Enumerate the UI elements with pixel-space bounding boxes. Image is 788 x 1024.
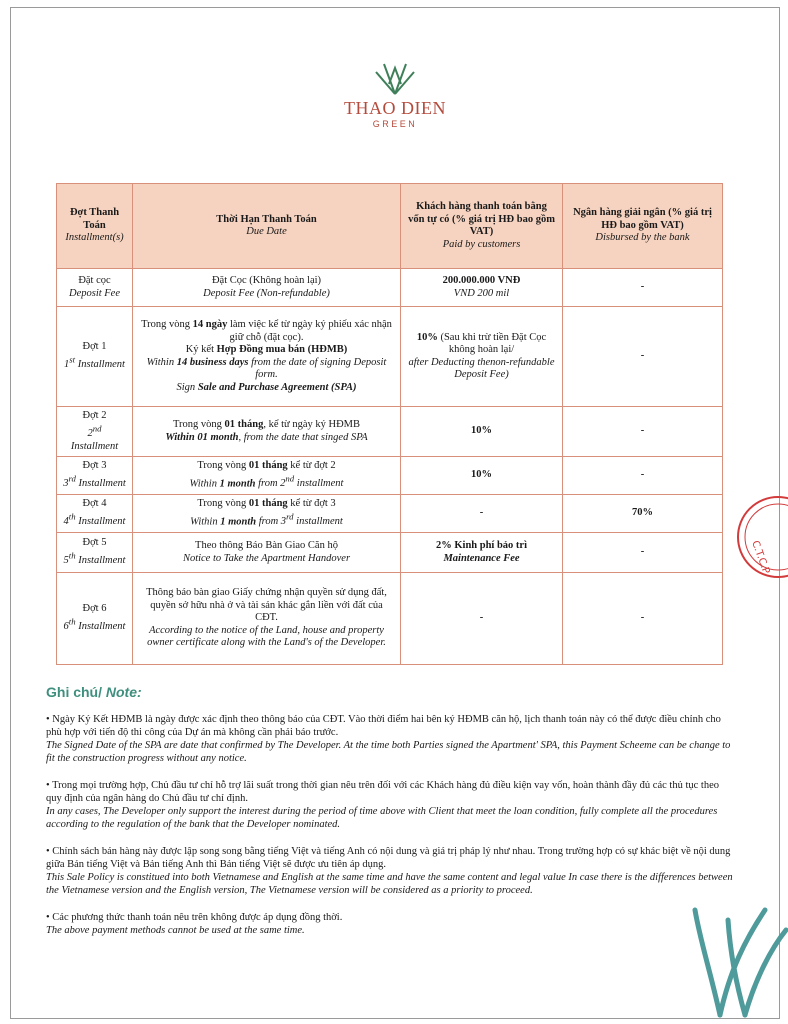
bank-cell: -	[563, 407, 723, 457]
paid-cell: 10%	[401, 407, 563, 457]
paid-cell: -	[401, 495, 563, 533]
installment-cell: Đợt 6 6th Installment	[57, 573, 133, 665]
bank-cell: -	[563, 307, 723, 407]
logo	[330, 58, 460, 129]
due-date-cell: Trong vòng 01 tháng kể từ đợt 2 Within 1 month from 2nd installment	[133, 457, 401, 495]
leaf-decoration-icon	[690, 880, 788, 1020]
header-disbursed-by-bank: Ngân hàng giải ngân (% giá trị HĐ bao gồm VAT) Disbursed by the bank	[563, 184, 723, 269]
bank-cell: -	[563, 533, 723, 573]
table-header-row	[57, 184, 723, 269]
header-paid-by-customers: Khách hàng thanh toán bằng vốn tự có (% giá trị HĐ bao gồm VAT) Paid by customers	[401, 184, 563, 269]
table-row	[57, 495, 723, 533]
table-row	[57, 573, 723, 665]
installment-cell: Đợt 1 1st Installment	[57, 307, 133, 407]
note-item: • Ngày Ký Kết HĐMB là ngày được xác định theo thông báo của CĐT. Vào thời điểm hai bên ký HĐMB căn hộ, lịch thanh toán này có thể được điều chỉnh cho phù hợp với tiến độ thi công của Dự án mà không cần phải báo trước. The Signed Date of the SPA are date that confirmed by The Developer. At the time both Parties signed the Apartment' SPA, this Payment Scheeme can be change to fit the construction progress without any notice.	[46, 714, 731, 764]
bank-cell: -	[563, 269, 723, 307]
note-item: • Các phương thức thanh toán nêu trên không được áp dụng đồng thời. The above payment methods cannot be used at the same time.	[46, 912, 343, 936]
header-installment: Đợt Thanh Toán Installment(s)	[57, 184, 133, 269]
installment-cell: Đợt 5 5th Installment	[57, 533, 133, 573]
due-date-cell: Theo thông Báo Bàn Giao Căn hộ Notice to Take the Apartment Handover	[133, 533, 401, 573]
logo-subtitle: GREEN	[372, 119, 418, 129]
table-row	[57, 307, 723, 407]
installment-cell: Đợt 4 4th Installment	[57, 495, 133, 533]
note-item: • Chính sách bán hàng này được lập song song bằng tiếng Việt và tiếng Anh có nội dung và giá trị pháp lý như nhau. Trong trường hợp có sự khác biệt về nội dung giữa Bản tiếng Việt và Bản tiếng Anh thì Bản tiếng Việt sẽ được ưu tiên áp dụng. This Sale Policy is constitued into both Vietnamese and English at the same time and have the same content and legal value In case there is the differences between the Vietnamese version and the English version, The Vietnamese version will be considered as a priority to proceed.	[46, 846, 733, 896]
installment-cell: Đợt 2 2nd Installment	[57, 407, 133, 457]
note-item: • Trong mọi trường hợp, Chủ đầu tư chỉ hỗ trợ lãi suất trong thời gian nêu trên đối với các Khách hàng đủ điều kiện vay vốn, hoàn thành đầy đủ các thủ tục theo quy định của ngân hàng do Chủ đầu tư chỉ định. In any cases, The Developer only support the interest during the period of time above with Client that meet the loan condition, fully complete all the procedures according to the regulation of the bank that the Developer nominated.	[46, 780, 719, 830]
due-date-cell: Thông báo bàn giao Giấy chứng nhận quyền sử dụng đất, quyền sở hữu nhà ở và tài sản khác gắn liền với đất của CĐT. According to the notice of the Land, house and property owner certificate along with the Land's of the Developer.	[133, 573, 401, 665]
due-date-cell: Trong vòng 01 tháng, kể từ ngày ký HĐMB Within 01 month, from the date that singed SPA	[133, 407, 401, 457]
paid-cell: 10%	[401, 457, 563, 495]
svg-text:C.T.C.P: C.T.C.P	[749, 539, 772, 576]
header-due-date: Thời Hạn Thanh Toán Due Date	[133, 184, 401, 269]
paid-cell: 200.000.000 VNĐ VND 200 mil	[401, 269, 563, 307]
table-row	[57, 457, 723, 495]
leaf-logo-icon	[370, 58, 420, 96]
due-date-cell: Đặt Cọc (Không hoàn lại) Deposit Fee (Non-refundable)	[133, 269, 401, 307]
bank-cell: -	[563, 457, 723, 495]
table-row	[57, 533, 723, 573]
paid-cell: 10% (Sau khi trừ tiền Đặt Cọc không hoàn lại/ after Deducting thenon-refundable Deposit Fee)	[401, 307, 563, 407]
due-date-cell: Trong vòng 14 ngày làm việc kể từ ngày ký phiếu xác nhận giữ chỗ (đặt cọc). Ký kết Hợp Đồng mua bán (HĐMB) Within 14 business days from the date of signing Deposit form. Sign Sale and Purchase Agreement (SPA)	[133, 307, 401, 407]
paid-cell: -	[401, 573, 563, 665]
bank-cell: 70%	[563, 495, 723, 533]
table-row	[57, 407, 723, 457]
notes-section	[46, 686, 736, 951]
payment-schedule-table	[56, 183, 723, 665]
table-row	[57, 269, 723, 307]
installment-cell: Đặt cọc Deposit Fee	[57, 269, 133, 307]
notes-title: Ghi chú/ Note:	[46, 684, 142, 700]
red-stamp-icon	[730, 492, 788, 582]
bank-cell: -	[563, 573, 723, 665]
installment-cell: Đợt 3 3rd Installment	[57, 457, 133, 495]
paid-cell: 2% Kinh phí bảo trì Maintenance Fee	[401, 533, 563, 573]
due-date-cell: Trong vòng 01 tháng kể từ đợt 3 Within 1 month from 3rd installment	[133, 495, 401, 533]
logo-title: THAO DIEN	[344, 98, 446, 118]
